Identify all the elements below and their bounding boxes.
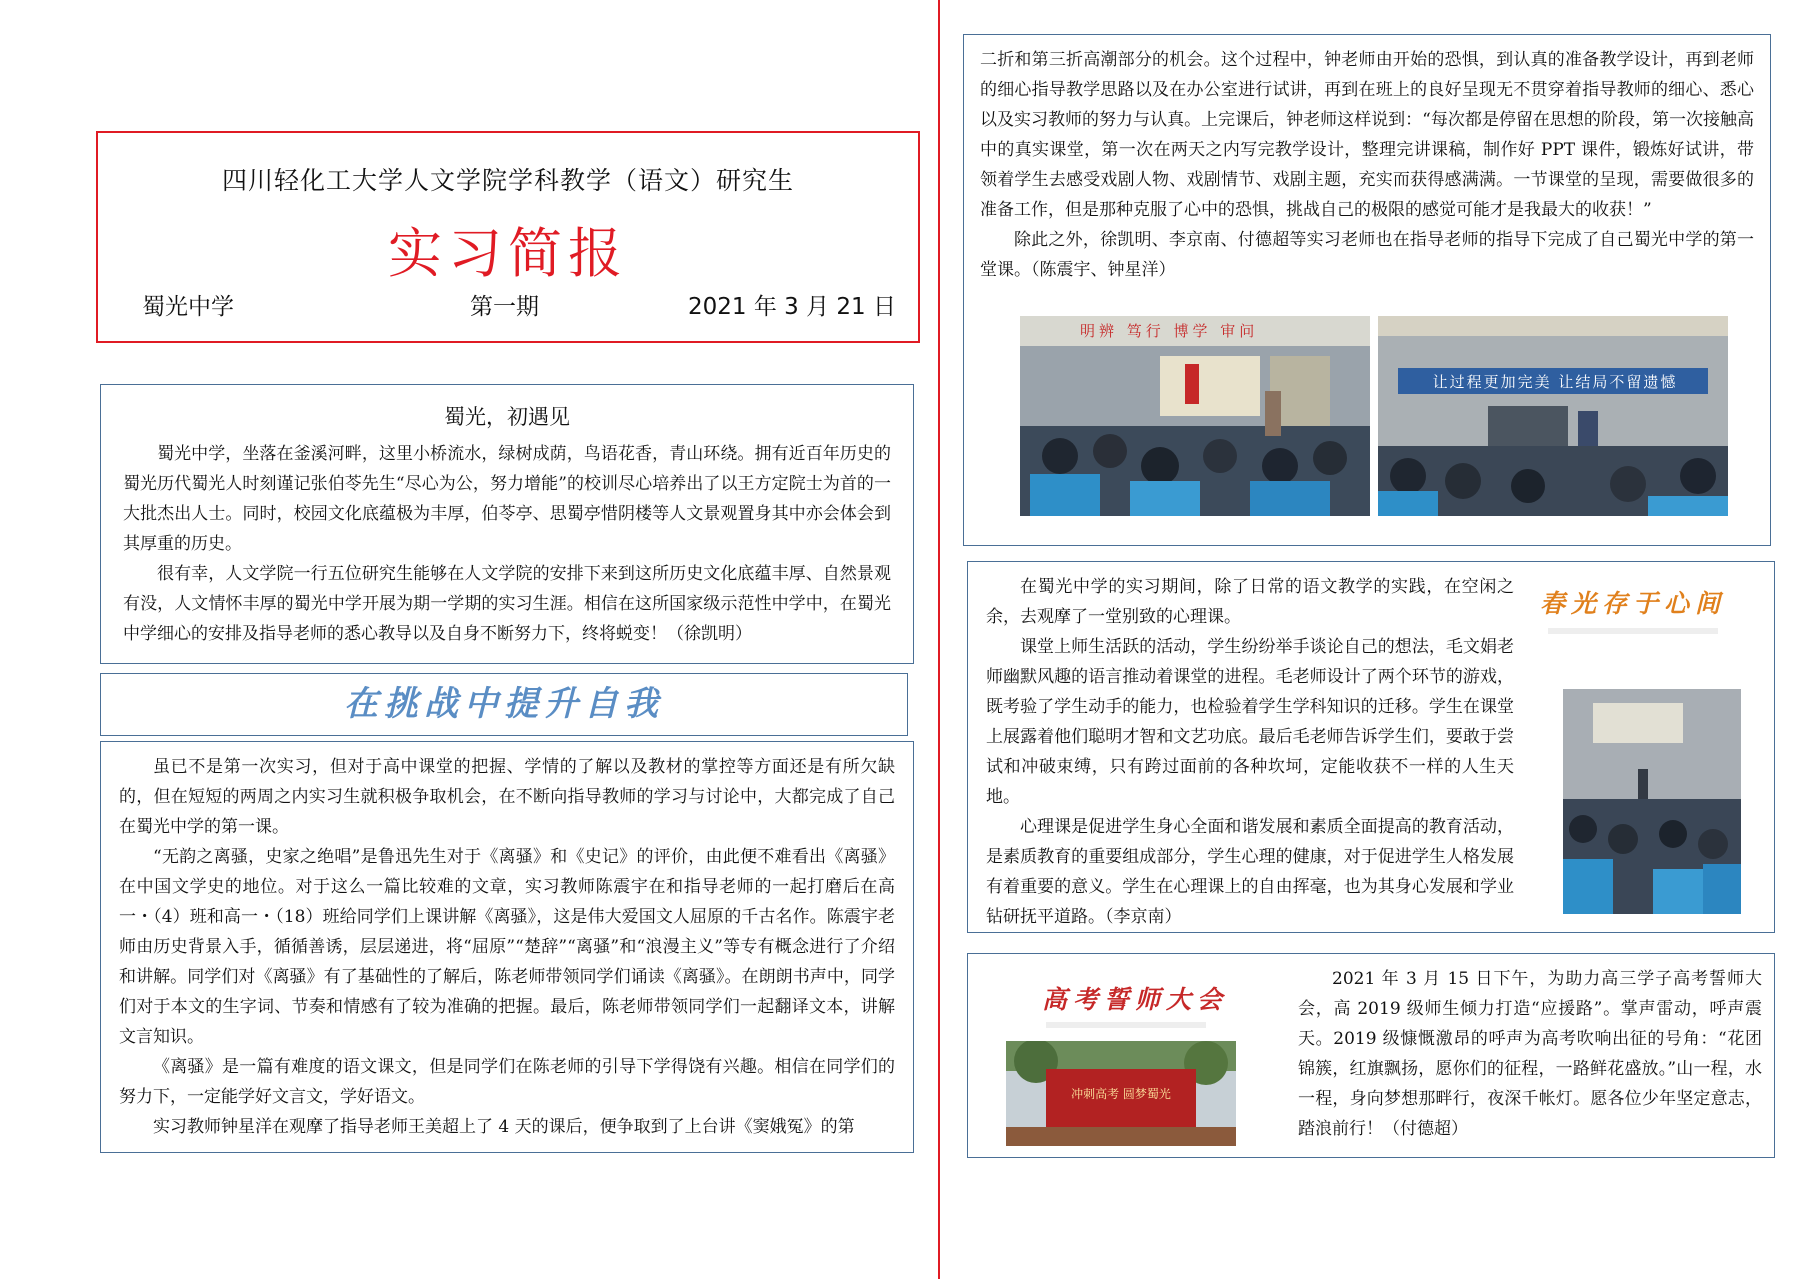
masthead-issue: 第一期	[470, 294, 539, 320]
masthead-school: 蜀光中学	[142, 294, 234, 320]
paragraph: 2021 年 3 月 15 日下午，为助力高三学子高考誓师大会，高 2019 级师生倾力打造“应援路”。掌声雷动，呼声震天。2019 级慷慨激昂的呼声为高考吹响出征的号角：“花团锦簇，红旗飘扬，愿你们的征程，一路鲜花盛放。”山一程，水一程，身向梦想那畔行，夜深千帐灯。愿各位少年坚定意志，踏浪前行！（付德超）	[1298, 969, 1762, 1139]
paragraph: 除此之外，徐凯明、李京南、付德超等实习老师也在指导老师的指导下完成了自己蜀光中学的第一堂课。（陈震宇、钟星洋）	[980, 230, 1754, 280]
article-title: 蜀光，初遇见	[444, 405, 570, 429]
classroom-banner-text: 明辨 笃行 博学 审问	[1080, 322, 1259, 340]
psychology-class-photo	[1563, 689, 1741, 914]
paragraph: 在蜀光中学的实习期间，除了日常的语文教学的实践，在空闲之余，去观摩了一堂别致的心理课。	[986, 577, 1514, 627]
paragraph: 心理课是促进学生身心全面和谐发展和素质全面提高的教育活动，是素质教育的重要组成部分，学生心理的健康，对于促进学生人格发展有着重要的意义。学生在心理课上的自由挥毫，也为其身心发展和学业钻研抚平道路。（李京南）	[986, 817, 1514, 927]
article-title-box	[100, 673, 908, 736]
decorative-brush-stroke	[1046, 1022, 1206, 1028]
decorative-brush-stroke	[1548, 628, 1718, 634]
gaokao-rally-photo	[1006, 1041, 1236, 1146]
paragraph: 蜀光中学，坐落在釜溪河畔，这里小桥流水，绿树成荫，鸟语花香，青山环绕。拥有近百年历史的蜀光历代蜀光人时刻谨记张伯苓先生“尽心为公，努力增能”的校训尽心培养出了以王方定院士为首的一大批杰出人士。同时，校园文化底蕴极为丰厚，伯苓亭、思蜀亭惜阴楼等人文景观置身其中亦会体会到其厚重的历史。	[123, 444, 891, 554]
paragraph: 很有幸，人文学院一行五位研究生能够在人文学院的安排下来到这所历史文化底蕴丰厚、自然景观有没，人文情怀丰厚的蜀光中学开展为期一学期的实习生涯。相信在这所国家级示范性中学中，在蜀光中学细心的安排及指导老师的悉心教导以及自身不断努力下，终将蜕变！（徐凯明）	[123, 564, 891, 644]
classroom-photo-1-image	[1020, 316, 1370, 516]
page-divider	[938, 0, 940, 1279]
masthead-subtitle: 四川轻化工大学人文学院学科教学（语文）研究生	[221, 166, 794, 195]
paragraph: 实习教师钟星洋在观摩了指导老师王美超上了 4 天的课后，便争取到了上台讲《窦娥冤》的第	[153, 1117, 855, 1137]
decorative-title: 春光存于心间	[1540, 589, 1727, 618]
paragraph: 虽已不是第一次实习，但对于高中课堂的把握、学情的了解以及教材的掌控等方面还是有所欠缺的，但在短短的两周之内实习生就积极争取机会，在不断向指导教师的学习与讨论中，大都完成了自己在蜀光中学的第一课。	[119, 757, 895, 837]
article-challenge	[100, 741, 914, 1153]
psychology-class-photo-image	[1563, 689, 1741, 914]
classroom-photo-2	[1378, 316, 1728, 516]
article-first-encounter	[100, 384, 914, 664]
masthead-date: 2021 年 3 月 21 日	[688, 294, 896, 320]
rally-banner-text: 冲刺高考 圆梦蜀光	[1071, 1087, 1171, 1101]
masthead	[96, 131, 920, 343]
decorative-title: 高考誓师大会	[1042, 985, 1229, 1014]
decorative-title: 在挑战中提升自我	[344, 684, 664, 724]
classroom-photo-1	[1020, 316, 1370, 516]
paragraph: 课堂上师生活跃的活动，学生纷纷举手谈论自己的想法，毛文娟老师幽默风趣的语言推动着课堂的进程。毛老师设计了两个环节的游戏，既考验了学生动手的能力，也检验着学生学科知识的迁移。学生在课堂上展露着他们聪明才智和文艺功底。最后毛老师告诉学生们，要敢于尝试和冲破束缚，只有跨过面前的各种坎坷，定能收获不一样的人生天地。	[986, 637, 1514, 807]
paragraph: 二折和第三折高潮部分的机会。这个过程中，钟老师由开始的恐惧，到认真的准备教学设计，再到老师的细心指导教学思路以及在办公室进行试讲，再到在班上的良好呈现无不贯穿着指导教师的细心、悉心以及实习教师的努力与认真。上完课后，钟老师这样说到：“每次都是停留在思想的阶段，第一次接触高中的真实课堂，第一次在两天之内写完教学设计，整理完讲课稿，制作好 PPT 课件，锻炼好试讲，带领着学生去感受戏剧人物、戏剧情节、戏剧主题，充实而获得感满满。一节课堂的呈现，需要做很多的准备工作，但是那种克服了心中的恐惧，挑战自己的极限的感觉可能才是我最大的收获！”	[980, 50, 1754, 220]
classroom-banner-text: 让过程更加完美 让结局不留遗憾	[1432, 373, 1678, 391]
classroom-photo-2-image	[1378, 316, 1728, 516]
masthead-title: 实习简报	[388, 222, 628, 285]
paragraph: “无韵之离骚，史家之绝唱”是鲁迅先生对于《离骚》和《史记》的评价，由此便不难看出《离骚》在中国文学史的地位。对于这么一篇比较难的文章，实习教师陈震宇在和指导老师的一起打磨后在高一・（4）班和高一・（18）班给同学们上课讲解《离骚》，这是伟大爱国文人屈原的千古名作。陈震宇老师由历史背景入手，循循善诱，层层递进，将“屈原”“楚辞”“离骚”和“浪漫主义”等专有概念进行了介绍和讲解。同学们对《离骚》有了基础性的了解后，陈老师带领同学们诵读《离骚》。在朗朗书声中，同学们对于本文的生字词、节奏和情感有了较为准确的把握。最后，陈老师带领同学们一起翻译文本，讲解文言知识。	[119, 847, 895, 1047]
paragraph: 《离骚》是一篇有难度的语文课文，但是同学们在陈老师的引导下学得饶有兴趣。相信在同学们的努力下，一定能学好文言文，学好语文。	[119, 1057, 895, 1107]
